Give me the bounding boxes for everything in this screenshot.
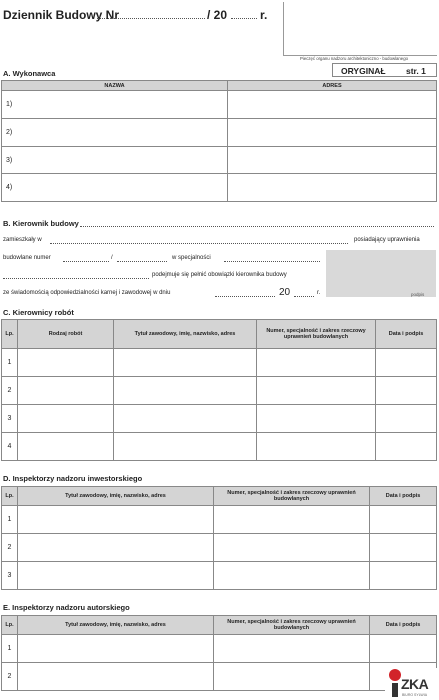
date-sign-header: Data i podpis: [370, 487, 437, 506]
license-cell[interactable]: [257, 405, 376, 433]
table-row: [2, 147, 437, 174]
page-label: str. 1: [406, 66, 426, 76]
stamp-caption: Pieczęć organu nadzoru architektoniczno - budowlanego: [300, 56, 408, 61]
original-label: ORYGINAŁ: [341, 66, 386, 76]
works-managers-table: [1, 319, 437, 461]
row-number: 1: [2, 349, 18, 377]
row-number: 1: [2, 506, 18, 534]
row-number[interactable]: 1): [2, 91, 228, 119]
address-cell[interactable]: [228, 147, 437, 174]
lp-header: Lp.: [2, 487, 18, 506]
person-cell[interactable]: [114, 377, 257, 405]
document-title: Dziennik Budowy Nr: [3, 8, 120, 22]
signature-label: podpis: [411, 292, 425, 297]
license-cell[interactable]: [214, 506, 370, 534]
license-header: Numer, specjalność i zakres rzeczowy uprawnień budowlanych: [257, 320, 376, 349]
license-slash: /: [111, 255, 113, 261]
date-sign-cell[interactable]: [376, 405, 437, 433]
logo-tagline: BIURO SYLWIA: [402, 693, 428, 697]
section-b-title: B. Kierownik budowy: [3, 219, 79, 228]
specialty-field-cont[interactable]: [3, 278, 149, 279]
row-number: 2: [2, 534, 18, 562]
date-year-prefix: 20: [279, 287, 291, 298]
license-number-field[interactable]: [63, 261, 109, 262]
person-cell[interactable]: [18, 562, 214, 590]
row-number: 4: [2, 433, 18, 461]
date-sign-cell[interactable]: [376, 433, 437, 461]
lp-header: Lp.: [2, 320, 18, 349]
table-row: [2, 119, 437, 147]
duties-label: podejmuje się pełnić obowiązki kierownika budowy: [152, 272, 287, 278]
residence-label: zamieszkały w: [3, 237, 42, 243]
date-field[interactable]: [215, 296, 275, 297]
logo-text: ZKA: [401, 676, 429, 692]
contractor-table: [1, 80, 437, 202]
table-row: [2, 174, 437, 202]
lp-header: Lp.: [2, 616, 18, 635]
row-number[interactable]: 3): [2, 147, 228, 174]
col-address-header: ADRES: [228, 81, 437, 91]
row-number: 3: [2, 405, 18, 433]
table-row: [2, 534, 437, 562]
table-row: [2, 663, 437, 691]
license-cell[interactable]: [214, 562, 370, 590]
person-cell[interactable]: [18, 663, 214, 691]
row-number: 3: [2, 562, 18, 590]
col-name-header: NAZWA: [2, 81, 228, 91]
license-number-field-2[interactable]: [117, 261, 167, 262]
work-type-cell[interactable]: [18, 405, 114, 433]
date-year-field[interactable]: [294, 296, 314, 297]
stamp-box-border: [283, 2, 284, 56]
date-sign-cell[interactable]: [376, 377, 437, 405]
date-sign-cell[interactable]: [370, 635, 437, 663]
person-cell[interactable]: [114, 405, 257, 433]
author-inspectors-table: [1, 615, 437, 691]
date-suffix: r.: [317, 290, 321, 296]
license-cell[interactable]: [214, 663, 370, 691]
table-row: [2, 91, 437, 119]
investor-inspectors-table: [1, 486, 437, 590]
license-cell[interactable]: [257, 433, 376, 461]
section-d-title: D. Inspektorzy nadzoru inwestorskiego: [3, 474, 143, 483]
table-row: [2, 349, 437, 377]
liability-label: ze świadomością odpowiedzialności karnej i zawodowej w dniu: [3, 290, 171, 296]
signature-box[interactable]: [326, 250, 436, 297]
row-number: 2: [2, 663, 18, 691]
address-cell[interactable]: [228, 174, 437, 202]
person-cell[interactable]: [18, 506, 214, 534]
table-row: [2, 377, 437, 405]
work-type-header: Rodzaj robót: [18, 320, 114, 349]
year-suffix: r.: [260, 8, 268, 22]
date-sign-cell[interactable]: [370, 562, 437, 590]
table-row: [2, 506, 437, 534]
license-cell[interactable]: [257, 377, 376, 405]
date-sign-cell[interactable]: [370, 534, 437, 562]
table-row: [2, 433, 437, 461]
section-e-title: E. Inspektorzy nadzoru autorskiego: [3, 603, 130, 612]
license-cell[interactable]: [257, 349, 376, 377]
year-prefix: / 20: [207, 8, 228, 22]
person-cell[interactable]: [114, 349, 257, 377]
address-cell[interactable]: [228, 91, 437, 119]
person-header: Tytuł zawodowy, imię, nazwisko, adres: [18, 616, 214, 635]
date-sign-header: Data i podpis: [370, 616, 437, 635]
date-sign-cell[interactable]: [370, 506, 437, 534]
row-number[interactable]: 2): [2, 119, 228, 147]
license-number-label: budowlane numer: [3, 255, 51, 261]
row-number: 2: [2, 377, 18, 405]
row-number: 1: [2, 635, 18, 663]
license-cell[interactable]: [214, 635, 370, 663]
person-header: Tytuł zawodowy, imię, nazwisko, adres: [114, 320, 257, 349]
license-cell[interactable]: [214, 534, 370, 562]
section-a-title: A. Wykonawca: [3, 69, 56, 78]
original-badge: [332, 63, 437, 77]
section-c-title: C. Kierownicy robót: [3, 308, 74, 317]
row-number[interactable]: 4): [2, 174, 228, 202]
address-cell[interactable]: [228, 119, 437, 147]
license-header: Numer, specjalność i zakres rzeczowy uprawnień budowlanych: [214, 616, 370, 635]
table-row: [2, 635, 437, 663]
date-sign-header: Data i podpis: [376, 320, 437, 349]
person-cell[interactable]: [114, 433, 257, 461]
year-field[interactable]: [231, 18, 257, 19]
license-label: posiadający uprawnienia: [354, 237, 420, 243]
date-sign-cell[interactable]: [376, 349, 437, 377]
table-row: [2, 562, 437, 590]
brand-logo: [385, 668, 439, 700]
person-cell[interactable]: [18, 534, 214, 562]
journal-number-field[interactable]: [97, 18, 205, 19]
specialty-label: w specjalności: [172, 255, 211, 261]
specialty-field[interactable]: [224, 261, 320, 262]
residence-field[interactable]: [50, 243, 348, 244]
site-manager-name-field[interactable]: [80, 226, 434, 227]
work-type-cell[interactable]: [18, 377, 114, 405]
person-cell[interactable]: [18, 635, 214, 663]
person-header: Tytuł zawodowy, imię, nazwisko, adres: [18, 487, 214, 506]
work-type-cell[interactable]: [18, 349, 114, 377]
table-row: [2, 405, 437, 433]
license-header: Numer, specjalność i zakres rzeczowy uprawnień budowlanych: [214, 487, 370, 506]
work-type-cell[interactable]: [18, 433, 114, 461]
